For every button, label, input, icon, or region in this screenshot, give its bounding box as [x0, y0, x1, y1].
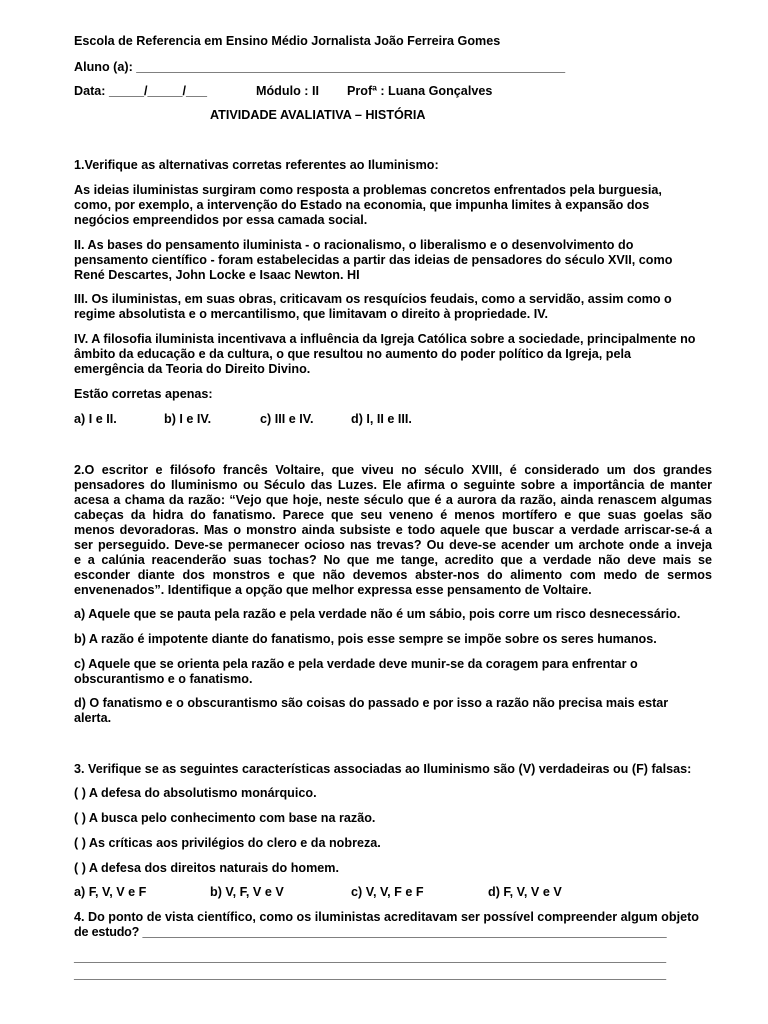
q2-option-c-line1[interactable]: c) Aquele que se orienta pela razão e pela verdade deve munir-se da coragem para enfrentar o — [74, 657, 638, 671]
q3-option-b[interactable]: b) V, F, V e V — [210, 885, 284, 899]
q4-question-line2[interactable]: de estudo? _____________________________________________________________________________ — [74, 925, 667, 939]
student-name-blank[interactable]: _______________________________________________________________ — [136, 60, 565, 74]
teacher-label: Profª : Luana Gonçalves — [347, 84, 493, 98]
q2-line9: envenenados”. Identifique a opção que melhor expressa esse pensamento de Voltaire. — [74, 583, 592, 597]
q2-line8: esconder diante dos monstros e que não devemos abster-nos do alimento com medo de sermos — [74, 568, 712, 582]
q3-item4[interactable]: ( ) A defesa dos direitos naturais do homem. — [74, 861, 339, 875]
q1-question: 1.Verifique as alternativas corretas referentes ao Iluminismo: — [74, 158, 439, 172]
date-line[interactable]: Data: _____/_____/___ — [74, 84, 208, 98]
q3-option-c[interactable]: c) V, V, F e F — [351, 885, 424, 899]
q1-item4-line3: emergência da Teoria do Direito Divino. — [74, 362, 311, 376]
q1-item1-line2: como, por exemplo, a intervenção do Estado na economia, que impunha limites à expansão dos — [74, 198, 650, 212]
q2-line6: ser perseguido. Deve-se permanecer ocioso nas trevas? Ou deve-se acender um archote onde a inveja — [74, 538, 712, 552]
q4-answer-blank-2[interactable]: _______________________________________________________________________________________ — [74, 967, 666, 981]
q2-line5: menos devoradoras. Mas o monstro ainda subsiste e todo aquele que buscar a verdade arriscar-se-á a — [74, 523, 712, 537]
q2-option-a[interactable]: a) Aquele que se pauta pela razão e pela verdade não é um sábio, pois corre um risco desnecessário. — [74, 607, 681, 621]
q1-option-c[interactable]: c) III e IV. — [260, 412, 314, 426]
q1-option-a[interactable]: a) I e II. — [74, 412, 117, 426]
q1-options — [74, 412, 714, 427]
q1-item2-line1: II. As bases do pensamento iluminista - o racionalismo, o liberalismo e o desenvolvimento do — [74, 238, 634, 252]
q3-options — [74, 885, 714, 900]
school-name: Escola de Referencia em Ensino Médio Jornalista João Ferreira Gomes — [74, 34, 501, 48]
q1-item1-line3: negócios empreendidos por essa camada social. — [74, 213, 368, 227]
q2-option-b[interactable]: b) A razão é impotente diante do fanatismo, pois esse sempre se impõe sobre os seres humanos. — [74, 632, 657, 646]
q1-option-d[interactable]: d) I, II e III. — [351, 412, 412, 426]
q3-option-d[interactable]: d) F, V, V e V — [488, 885, 562, 899]
q2-line3: acesa a chama da razão: “Vejo que hoje, neste século que é a aurora da razão, ainda renascem algumas — [74, 493, 712, 507]
q2-line4: cabeças da hidra do fanatismo. Parece que seu veneno é menos mortífero e que suas goelas são — [74, 508, 712, 522]
q3-question: 3. Verifique se as seguintes características associadas ao Iluminismo são (V) verdadeiras ou (F) falsas: — [74, 762, 692, 776]
q2-line2: pensadores do Iluminismo ou Século das Luzes. Ele afirma o seguinte sobre a importância de manter — [74, 478, 712, 492]
q3-item2[interactable]: ( ) A busca pelo conhecimento com base na razão. — [74, 811, 376, 825]
page-title: ATIVIDADE AVALIATIVA – HISTÓRIA — [210, 108, 426, 122]
q4-question-line1: 4. Do ponto de vista científico, como os iluministas acreditavam ser possível compreender algum objeto — [74, 910, 699, 924]
q4-answer-blank-1[interactable]: _______________________________________________________________________________________ — [74, 950, 666, 964]
q3-item1[interactable]: ( ) A defesa do absolutismo monárquico. — [74, 786, 317, 800]
q2-option-d-line2[interactable]: alerta. — [74, 711, 112, 725]
q2-option-d-line1[interactable]: d) O fanatismo e o obscurantismo são coisas do passado e por isso a razão não precisa mais estar — [74, 696, 669, 710]
q3-item3[interactable]: ( ) As críticas aos privilégios do clero e da nobreza. — [74, 836, 381, 850]
q1-item4-line1: IV. A filosofia iluminista incentivava a influência da Igreja Católica sobre a sociedade, principalmente no — [74, 332, 696, 346]
q1-item4-line2: âmbito da educação e da cultura, o que resultou no aumento do poder político da Igreja, pela — [74, 347, 632, 361]
q3-option-a[interactable]: a) F, V, V e F — [74, 885, 147, 899]
q1-option-b[interactable]: b) I e IV. — [164, 412, 212, 426]
q2-line7: e a calúnia reacenderão suas tochas? No que me tange, acredito que a verdade não deve mais se — [74, 553, 712, 567]
q1-item1-line1: As ideias iluministas surgiram como resposta a problemas concretos enfrentados pela burguesia, — [74, 183, 662, 197]
q2-option-c-line2[interactable]: obscurantismo e o fanatismo. — [74, 672, 253, 686]
student-label: Aluno (a): — [74, 60, 137, 74]
q1-prompt: Estão corretas apenas: — [74, 387, 213, 401]
q1-item3-line2: regime absolutista e o mercantilismo, que limitavam o direito à propriedade. IV. — [74, 307, 549, 321]
q2-line1: 2.O escritor e filósofo francês Voltaire, que viveu no século XVIII, é considerado um dos grandes — [74, 463, 712, 477]
student-name-line — [74, 60, 565, 75]
module-label: Módulo : II — [256, 84, 319, 98]
q1-item3-line1: III. Os iluministas, em suas obras, criticavam os resquícios feudais, como a servidão, assim como o — [74, 292, 672, 306]
q1-item2-line2: pensamento científico - foram estabelecidas a partir das ideias de pensadores do século XVII, como — [74, 253, 673, 267]
q1-item2-line3: René Descartes, John Locke e Isaac Newton. HI — [74, 268, 360, 282]
